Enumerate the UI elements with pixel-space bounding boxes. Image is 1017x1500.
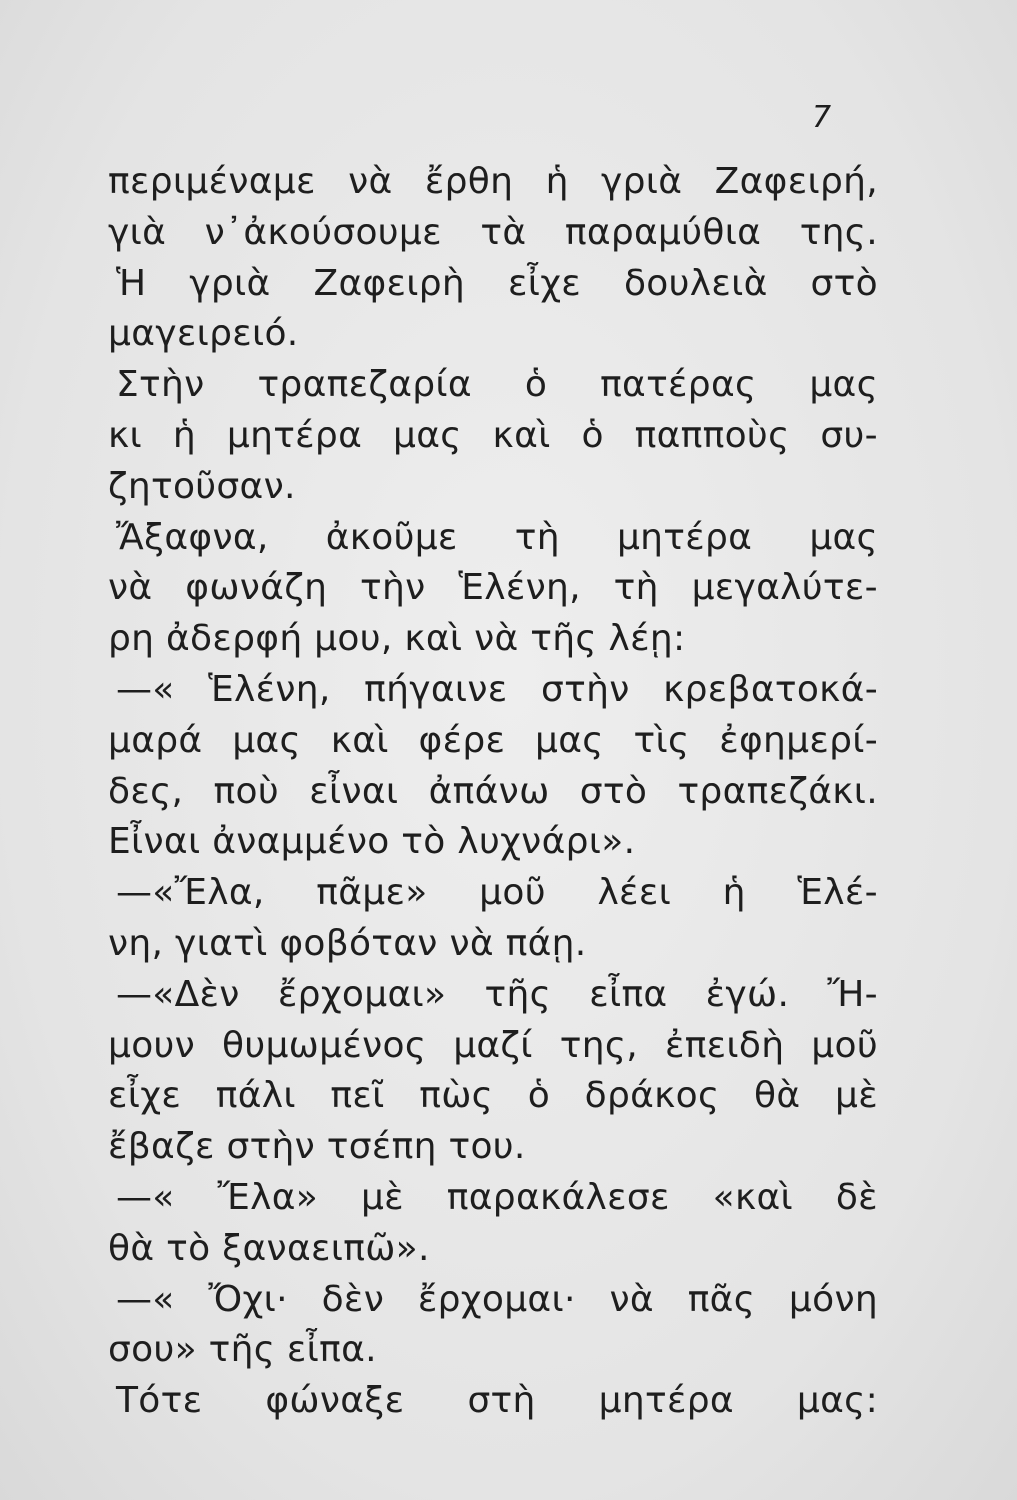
text-line: σου» τῆς εἶπα. — [108, 1329, 377, 1371]
text-line: Τότε φώναξε στὴ μητέρα μας: — [116, 1380, 878, 1422]
text-line: εἶχε πάλι πεῖ πὼς ὁ δράκος θὰ μὲ — [108, 1075, 878, 1117]
text-line: Ἄξαφνα, ἀκοῦμε τὴ μητέρα μας — [116, 516, 878, 558]
text-line: —«Δὲν ἔρχομαι» τῆς εἶπα ἐγώ. Ἤ- — [116, 973, 878, 1015]
text-line: —«Ἔλα, πᾶμε» μοῦ λέει ἡ Ἑλέ- — [116, 872, 878, 914]
text-line: Ἡ γριὰ Ζαφειρὴ εἶχε δουλειὰ στὸ — [116, 262, 878, 304]
text-line: θὰ τὸ ξαναειπῶ». — [108, 1227, 430, 1269]
text-line: μαγειρειό. — [108, 313, 299, 355]
text-line: Εἶναι ἀναμμένο τὸ λυχνάρι». — [108, 821, 636, 863]
text-line: κι ἡ μητέρα μας καὶ ὁ παπποὺς συ- — [108, 414, 878, 456]
text-line: νη, γιατὶ φοβόταν νὰ πάῃ. — [108, 922, 587, 964]
text-line: —« Ἑλένη, πήγαινε στὴν κρεβατοκά- — [116, 668, 878, 710]
text-line: —« Ὄχι· δὲν ἔρχομαι· νὰ πᾶς μόνη — [116, 1278, 878, 1320]
text-line: ρη ἀδερφή μου, καὶ νὰ τῆς λέῃ: — [108, 618, 686, 660]
text-line: δες, ποὺ εἶναι ἀπάνω στὸ τραπεζάκι. — [108, 770, 878, 812]
text-line: γιὰ ν᾿ἀκούσουμε τὰ παραμύθια της. — [108, 211, 878, 253]
text-line: —« Ἔλα» μὲ παρακάλεσε «καὶ δὲ — [116, 1176, 878, 1218]
text-line: μουν θυμωμένος μαζί της, ἐπειδὴ μοῦ — [108, 1024, 878, 1066]
body-text — [108, 157, 878, 1427]
text-line: ζητοῦσαν. — [108, 465, 296, 507]
page-number: 7 — [812, 100, 832, 135]
text-line: μαρά μας καὶ φέρε μας τὶς ἐφημερί- — [108, 719, 878, 761]
text-line: περιμέναμε νὰ ἔρθη ἡ γριὰ Ζαφειρή, — [108, 161, 878, 202]
text-line: ἔβαζε στὴν τσέπη του. — [108, 1126, 526, 1168]
text-line: νὰ φωνάζη τὴν Ἑλένη, τὴ μεγαλύτε- — [108, 567, 878, 609]
text-line: Στὴν τραπεζαρία ὁ πατέρας μας — [116, 364, 878, 406]
